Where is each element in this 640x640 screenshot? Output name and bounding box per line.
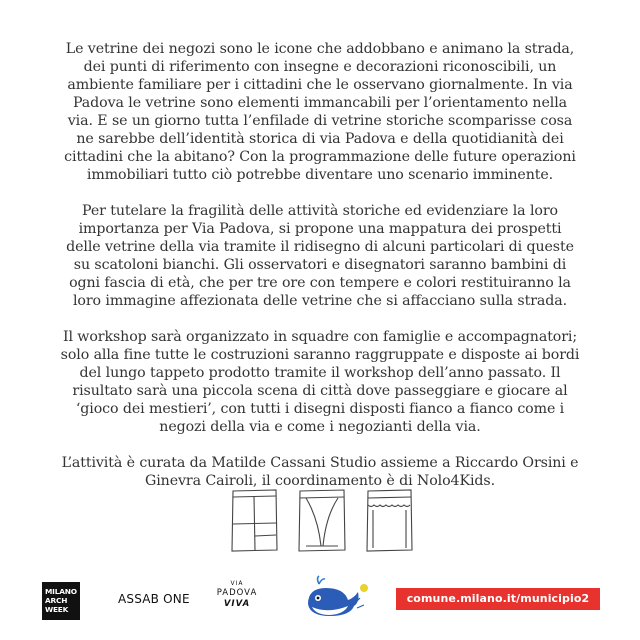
shopfront-sketches: [228, 488, 414, 552]
body-text: [60, 40, 580, 508]
padova-logo-viva: VIVA: [223, 599, 251, 609]
footer-logos: [0, 574, 640, 624]
paragraph-2: Per tutelare la fragilità delle attività storiche ed evidenziare la loro importanza per Via Padova, si propone una mappatura dei prospetti delle vetrine della via tramite il ridisegno di alcuni particolari di queste su scatoloni bianchi. Gli osservatori e disegnatori saranno bambini di ogni fascia di età, che per tre ore con tempere e colori restituiranno la loro immagine affezionata delle vetrine che si affacciano sulla strada.: [66, 203, 574, 309]
whale-icon[interactable]: [302, 574, 372, 622]
shopfront-sketch-1: [232, 490, 277, 551]
maw-line-3: WEEK: [45, 605, 69, 614]
padova-logo-via: VIA: [230, 580, 244, 587]
assab-one-logo[interactable]: ASSAB ONE: [118, 592, 190, 606]
maw-line-1: MILANO: [45, 587, 77, 596]
milano-arch-week-logo[interactable]: [42, 582, 80, 620]
paragraph-3: Il workshop sarà organizzato in squadre con famiglie e accompagnatori; solo alla fine tutte le costruzioni saranno raggruppate e disposte ai bordi del lungo tappeto prodotto tramite il workshop dell’anno passato. Il risultato sarà una piccola scena di città dove passeggiare e giocare al ‘gioco dei mestieri’, con tutti i disegni disposti fianco a fianco come i negozi della via e come i negozianti della via.: [60, 329, 580, 435]
shopfront-sketch-2: [299, 490, 345, 551]
municipio-url-link[interactable]: comune.milano.it/municipio2: [396, 588, 600, 610]
padova-logo-padova: PADOVA: [216, 588, 258, 598]
paragraph-4: L’attività è curata da Matilde Cassani Studio assieme a Riccardo Orsini e Ginevra Cairoli, il coordinamento è di Nolo4Kids.: [61, 455, 579, 489]
shopfront-sketch-3: [367, 490, 412, 551]
paragraph-1: Le vetrine dei negozi sono le icone che addobbano e animano la strada, dei punti di riferimento con insegne e decorazioni riconoscibili, un ambiente familiare per i cittadini che le osservano giornalmente. In via Padova le vetrine sono elementi immancabili per l’orientamento nella via. E se un giorno tutta l’enfilade di vetrine storiche scomparisse cosa ne sarebbe dell’identità storica di via Padova e della quotidianità dei cittadini che la abitano? Con la programmazione delle future operazioni immobiliari tutto ciò potrebbe diventare uno scenario imminente.: [64, 41, 576, 183]
maw-line-2: ARCH: [45, 596, 68, 605]
via-padova-viva-logo[interactable]: [212, 580, 262, 620]
